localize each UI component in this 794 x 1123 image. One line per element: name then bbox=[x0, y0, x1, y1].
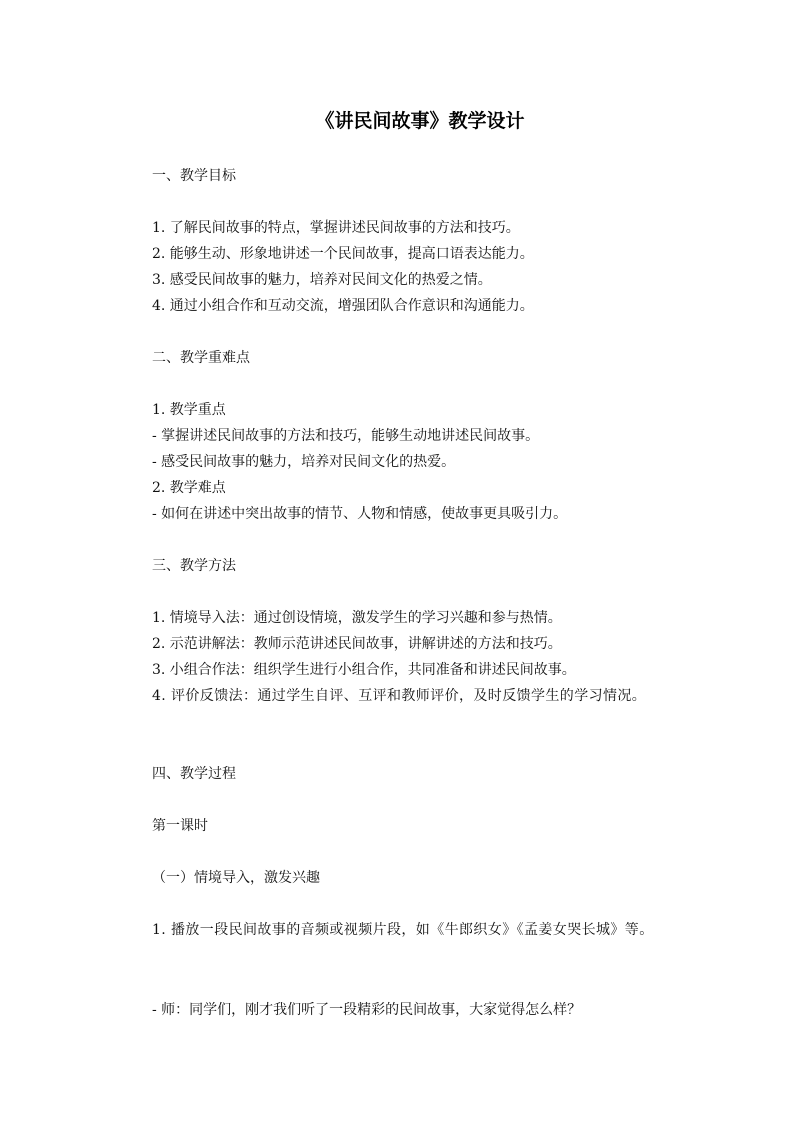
goal-item-4: 4. 通过小组合作和互动交流，增强团队合作意识和沟通能力。 bbox=[152, 298, 534, 314]
key-point-line-3: - 感受民间故事的魅力，培养对民间文化的热爱。 bbox=[152, 454, 456, 470]
goal-item-2: 2. 能够生动、形象地讲述一个民间故事，提高口语表达能力。 bbox=[152, 246, 534, 262]
goal-item-1: 1. 了解民间故事的特点，掌握讲述民间故事的方法和技巧。 bbox=[152, 220, 520, 236]
goal-item-3: 3. 感受民间故事的魅力，培养对民间文化的热爱之情。 bbox=[152, 272, 492, 288]
lesson-label: 第一课时 bbox=[152, 818, 208, 834]
method-item-2: 2. 示范讲解法：教师示范讲述民间故事，讲解讲述的方法和技巧。 bbox=[152, 636, 562, 652]
key-point-line-2: - 掌握讲述民间故事的方法和技巧，能够生动地讲述民间故事。 bbox=[152, 428, 540, 444]
teacher-dialogue: - 师：同学们，刚才我们听了一段精彩的民间故事，大家觉得怎么样？ bbox=[152, 1002, 582, 1018]
process-step-1: 1. 播放一段民间故事的音频或视频片段，如《牛郎织女》《孟姜女哭长城》等。 bbox=[152, 922, 654, 938]
key-point-line-1: 1. 教学重点 bbox=[152, 402, 226, 418]
section-heading-goals: 一、教学目标 bbox=[152, 168, 236, 184]
document-title: 《讲民间故事》教学设计 bbox=[315, 110, 525, 132]
process-subheading: （一）情境导入，激发兴趣 bbox=[152, 870, 320, 886]
section-heading-methods: 三、教学方法 bbox=[152, 558, 236, 574]
key-point-line-5: - 如何在讲述中突出故事的情节、人物和情感，使故事更具吸引力。 bbox=[152, 506, 568, 522]
method-item-3: 3. 小组合作法：组织学生进行小组合作，共同准备和讲述民间故事。 bbox=[152, 662, 576, 678]
section-heading-key-points: 二、教学重难点 bbox=[152, 350, 250, 366]
section-heading-process: 四、教学过程 bbox=[152, 766, 236, 782]
key-point-line-4: 2. 教学难点 bbox=[152, 480, 226, 496]
method-item-1: 1. 情境导入法：通过创设情境，激发学生的学习兴趣和参与热情。 bbox=[152, 610, 562, 626]
method-item-4: 4. 评价反馈法：通过学生自评、互评和教师评价，及时反馈学生的学习情况。 bbox=[152, 688, 647, 704]
